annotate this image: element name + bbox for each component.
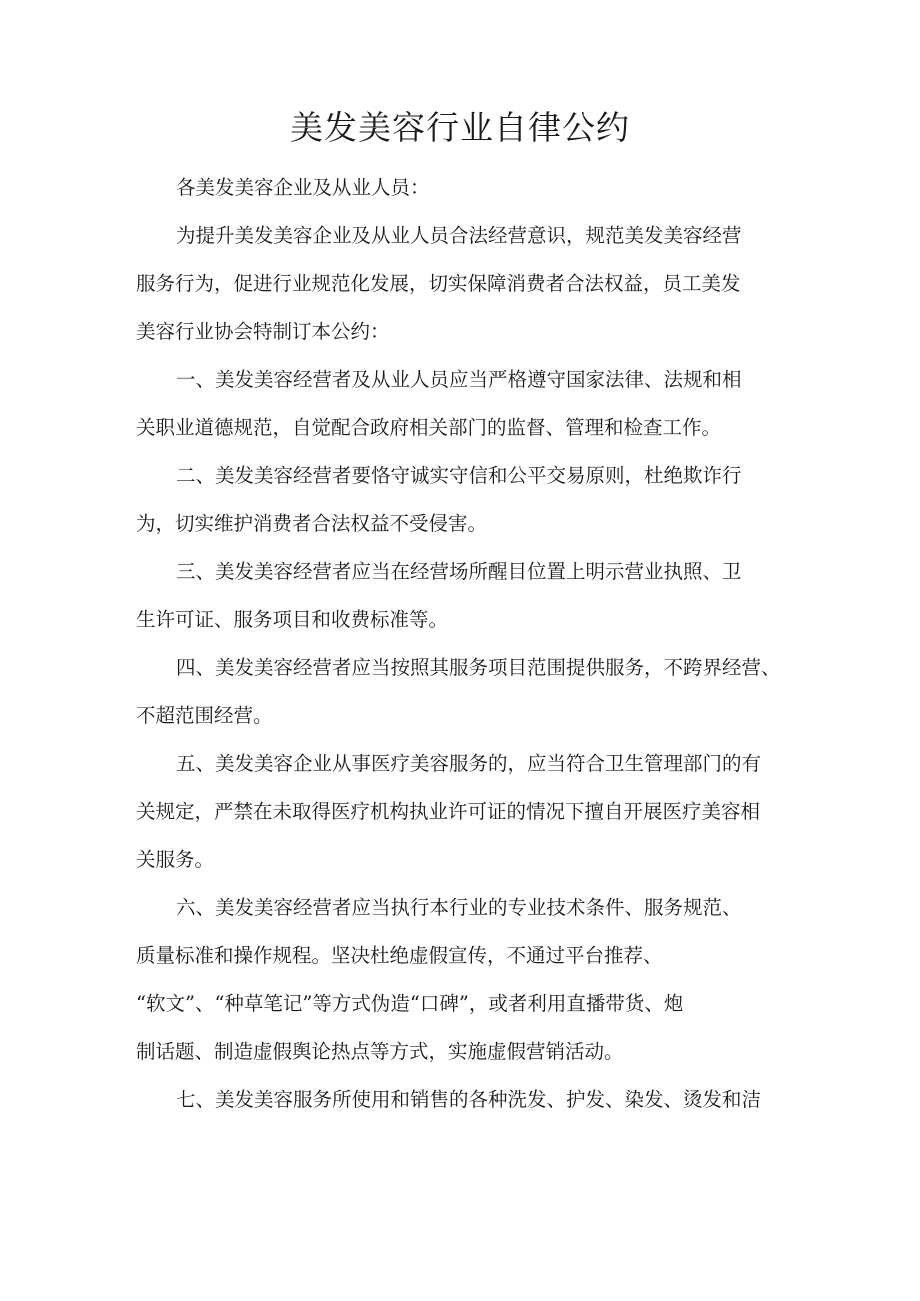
preamble-line: 为提升美发美容企业及从业人员合法经营意识，规范美发美容经营 bbox=[176, 224, 742, 247]
article-1 bbox=[136, 361, 786, 457]
article-line: 关规定，严禁在未取得医疗机构执业许可证的情况下擅自开展医疗美容相 bbox=[136, 800, 761, 823]
article-line: 质量标准和操作规程。坚决杜绝虚假宣传，不通过平台推荐、 bbox=[136, 944, 663, 967]
document-title: 美发美容行业自律公约 bbox=[290, 108, 630, 147]
article-line: 四、美发美容经营者应当按照其服务项目范围提供服务，不跨界经营、 bbox=[176, 656, 781, 679]
article-line: 制话题、制造虚假舆论热点等方式，实施虚假营销活动。 bbox=[136, 1040, 624, 1063]
article-5 bbox=[136, 745, 786, 889]
article-2 bbox=[136, 457, 786, 553]
article-line: 七、美发美容服务所使用和销售的各种洗发、护发、染发、烫发和洁 bbox=[176, 1088, 762, 1111]
article-line: 不超范围经营。 bbox=[136, 704, 273, 727]
article-line: 一、美发美容经营者及从业人员应当严格遵守国家法律、法规和相 bbox=[176, 368, 742, 391]
article-line: 六、美发美容经营者应当执行本行业的专业技术条件、服务规范、 bbox=[176, 896, 742, 919]
article-line: 生许可证、服务项目和收费标准等。 bbox=[136, 608, 449, 631]
article-4 bbox=[136, 649, 786, 745]
salutation: 各美发美容企业及从业人员： bbox=[176, 176, 430, 199]
preamble-line: 美容行业协会特制订本公约： bbox=[136, 320, 390, 343]
document-body bbox=[136, 169, 786, 1129]
article-line: 五、美发美容企业从事医疗美容服务的，应当符合卫生管理部门的有 bbox=[176, 752, 762, 775]
article-6 bbox=[136, 889, 786, 1081]
article-line: 关服务。 bbox=[136, 848, 215, 871]
article-3 bbox=[136, 553, 786, 649]
article-line: “软文”、“种草笔记”等方式伪造“口碑”，或者利用直播带货、炮 bbox=[136, 992, 684, 1015]
article-line: 关职业道德规范，自觉配合政府相关部门的监督、管理和检查工作。 bbox=[136, 416, 722, 439]
article-line: 为，切实维护消费者合法权益不受侵害。 bbox=[136, 512, 488, 535]
article-line: 三、美发美容经营者应当在经营场所醒目位置上明示营业执照、卫 bbox=[176, 560, 742, 583]
article-line: 二、美发美容经营者要恪守诚实守信和公平交易原则，杜绝欺诈行 bbox=[176, 464, 742, 487]
article-7 bbox=[136, 1081, 786, 1129]
preamble-paragraph bbox=[136, 217, 786, 361]
preamble-line: 服务行为，促进行业规范化发展，切实保障消费者合法权益，员工美发 bbox=[136, 272, 741, 295]
